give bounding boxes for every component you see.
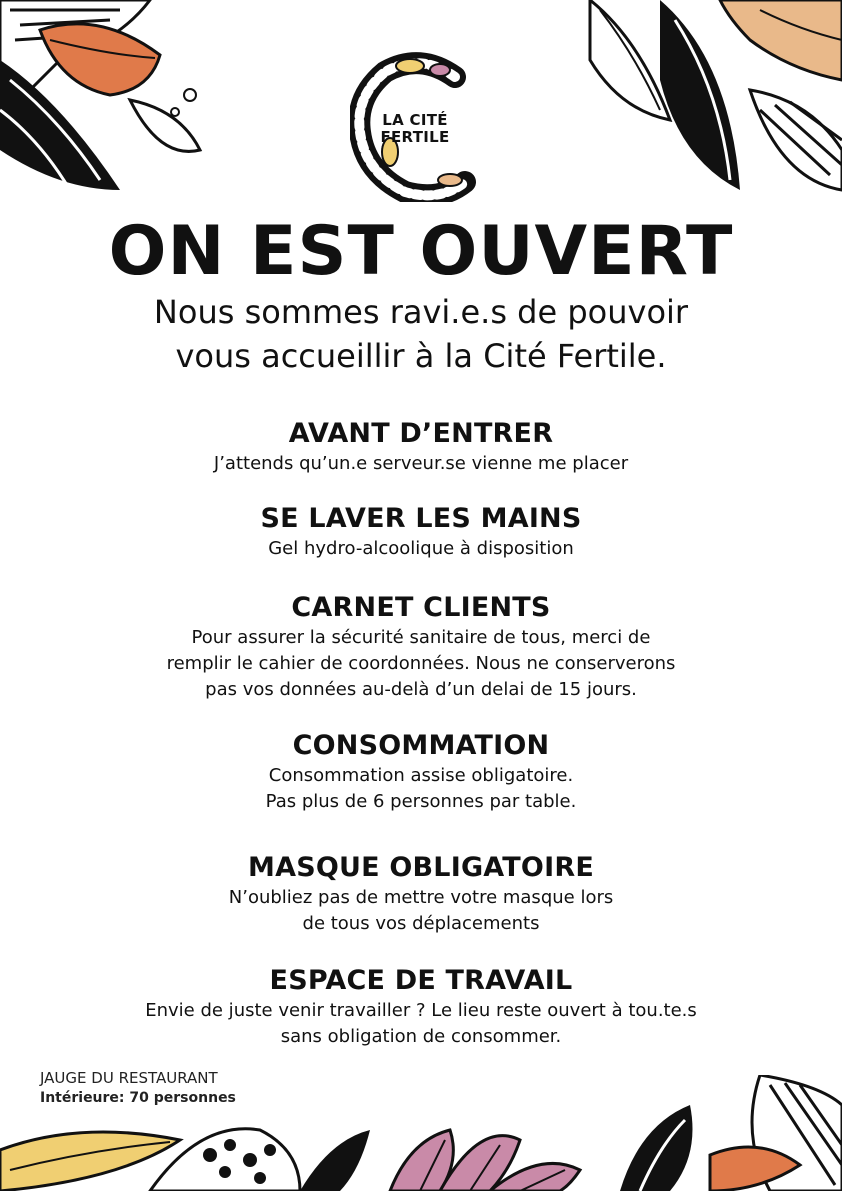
section-text-line: Consommation assise obligatoire. (268, 765, 574, 786)
section-heading: ESPACE DE TRAVAIL (269, 965, 573, 996)
section-text-line: Envie de juste venir travailler ? Le lieu reste ouvert à tou.te.s (145, 1000, 697, 1021)
page-title: ON EST OUVERT (108, 212, 734, 291)
section-carnet-clients (0, 591, 842, 703)
section-heading: CONSOMMATION (292, 730, 550, 761)
capacity-value: Intérieure: 70 personnes (40, 1090, 236, 1106)
section-text-line: N’oubliez pas de mettre votre masque lors (228, 887, 614, 908)
section-text-line: Pour assurer la sécurité sanitaire de tous, merci de (191, 627, 651, 648)
section-espace-de-travail (0, 964, 842, 1050)
section-text-line: Pas plus de 6 personnes par table. (265, 791, 577, 812)
section-consommation (0, 729, 842, 815)
top-left-foliage-illustration (0, 0, 230, 210)
subtitle-line-2: vous accueillir à la Cité Fertile. (175, 337, 667, 375)
restaurant-capacity (40, 1068, 236, 1108)
top-right-foliage-illustration (560, 0, 842, 200)
section-avant-d-entrer (0, 417, 842, 477)
section-text-line: J’attends qu’un.e serveur.se vienne me placer (213, 453, 629, 474)
section-heading: AVANT D’ENTRER (288, 418, 554, 449)
section-se-laver-les-mains (0, 502, 842, 562)
section-text-line: pas vos données au-delà d’un delai de 15 jours. (205, 679, 637, 700)
section-text-line: sans obligation de consommer. (280, 1026, 562, 1047)
logo-text-line2: FERTILE (380, 128, 450, 146)
section-text-line: remplir le cahier de coordonnées. Nous ne conserverons (166, 653, 676, 674)
bottom-right-foliage-illustration (600, 1075, 842, 1191)
capacity-label: JAUGE DU RESTAURANT (40, 1069, 218, 1087)
section-heading: CARNET CLIENTS (291, 592, 551, 623)
section-masque-obligatoire (0, 851, 842, 937)
logo-text-line1: LA CITÉ (382, 111, 448, 129)
bottom-center-flower-illustration (370, 1120, 590, 1191)
section-text-line: Gel hydro-alcoolique à disposition (268, 538, 574, 559)
section-heading: MASQUE OBLIGATOIRE (248, 852, 594, 883)
bottom-left-foliage-illustration (0, 1110, 380, 1191)
page-subtitle (0, 290, 842, 378)
section-text-line: de tous vos déplacements (302, 913, 540, 934)
section-heading: SE LAVER LES MAINS (260, 503, 582, 534)
subtitle-line-1: Nous sommes ravi.e.s de pouvoir (153, 293, 689, 331)
la-cite-fertile-logo (350, 52, 480, 202)
